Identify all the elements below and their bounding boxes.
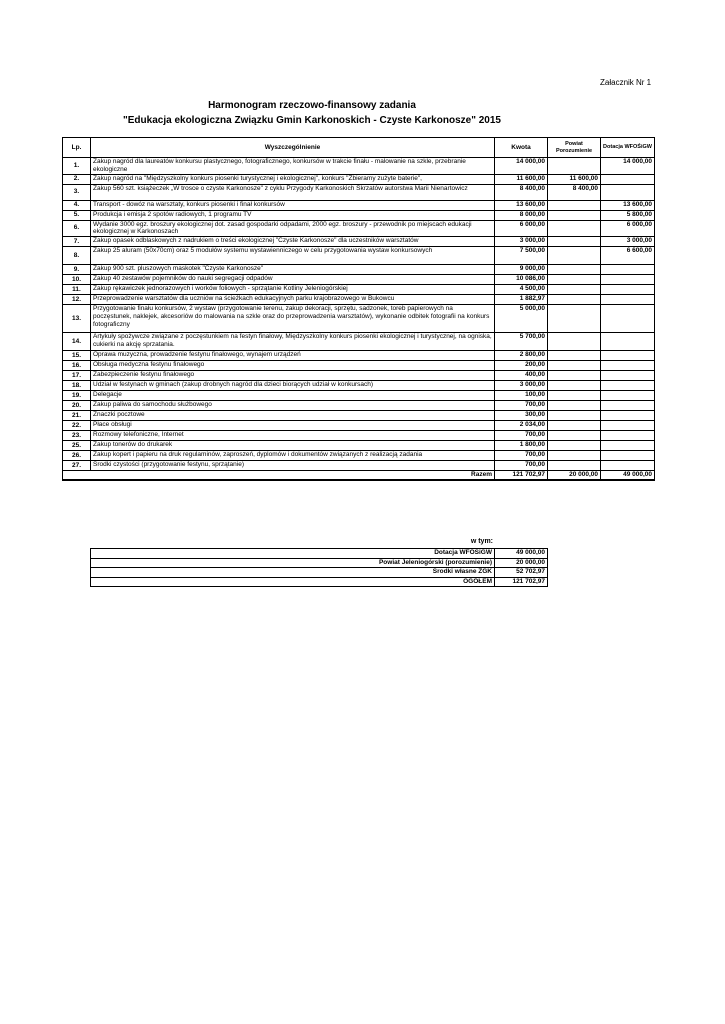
row-description: Zakup 900 szt. pluszowych maskotek "Czyste Karkonosze": [91, 265, 495, 275]
row-description: Delegacje: [91, 391, 495, 401]
row-dotacja: [601, 391, 655, 401]
row-amount: 10 086,00: [495, 275, 548, 285]
row-powiat: [548, 431, 601, 441]
row-powiat: [548, 333, 601, 351]
summary-label: Dotacja WFOŚiGW: [91, 549, 495, 559]
table-row: [63, 247, 655, 265]
totals-row: [63, 471, 655, 480]
table-row: [63, 285, 655, 295]
row-description: Przygotowanie finału konkursów, 2 wystaw (przygotowanie terenu, zakup dekoracji, sprzętu, sadzonek, toreb papierowych na poczęstunek, naklejek, akcesoriów do malowania na szkle oraz do przeprowadzenia warsztatów), wykonanie odbitek fotografii na konkurs fotograficzny: [91, 305, 495, 333]
row-powiat: [548, 305, 601, 333]
row-description: Zakup paliwa do samochodu służbowego: [91, 401, 495, 411]
row-amount: 400,00: [495, 371, 548, 381]
row-amount: 2 800,00: [495, 351, 548, 361]
table-row: [63, 411, 655, 421]
row-description: Płace obsługi: [91, 421, 495, 431]
row-description: Wydanie 3000 egz. broszury ekologicznej dot. zasad gospodarki odpadami, 2000 egz. broszury - przewodnik po miejscach edukacji ekologicznej w Karkonoszach: [91, 220, 495, 237]
header-powiat: Powiat Porozumienie: [548, 138, 601, 158]
row-number: 14.: [63, 333, 91, 351]
row-amount: 1 882,97: [495, 295, 548, 305]
row-amount: 100,00: [495, 391, 548, 401]
row-dotacja: [601, 184, 655, 200]
header-dotacja: Dotacja WFOŚiGW: [601, 138, 655, 158]
row-powiat: [548, 381, 601, 391]
row-dotacja: [601, 431, 655, 441]
w-tym-label: w tym:: [470, 538, 493, 545]
table-row: [63, 265, 655, 275]
row-powiat: [548, 200, 601, 210]
summary-value: 20 000,00: [495, 558, 548, 568]
row-powiat: 8 400,00: [548, 184, 601, 200]
row-number: 12.: [63, 295, 91, 305]
row-number: 1.: [63, 158, 91, 175]
row-amount: 1 800,00: [495, 441, 548, 451]
row-dotacja: [601, 401, 655, 411]
table-row: [63, 200, 655, 210]
row-powiat: [548, 461, 601, 471]
summary-row: [91, 568, 548, 578]
totals-dotacja: 49 000,00: [601, 471, 655, 480]
table-row: [63, 351, 655, 361]
row-number: 8.: [63, 247, 91, 265]
row-description: Zakup tonerów do drukarek: [91, 441, 495, 451]
row-powiat: [548, 361, 601, 371]
summary-row: [91, 577, 548, 587]
row-number: 20.: [63, 401, 91, 411]
table-row: [63, 431, 655, 441]
row-number: 3.: [63, 184, 91, 200]
table-row: [63, 333, 655, 351]
row-description: Zakup rękawiczek jednorazowych i worków foliowych - sprzątanie Kotliny Jeleniogórskiej: [91, 285, 495, 295]
schedule-rows: [63, 158, 655, 471]
row-description: Zakup nagród dla laureatów konkursu plastycznego, fotograficznego, konkursów w trakcie finału - malowanie na szkle, przebranie ekologiczne: [91, 158, 495, 175]
row-amount: 11 600,00: [495, 174, 548, 184]
row-amount: 700,00: [495, 451, 548, 461]
header-amount: Kwota: [495, 138, 548, 158]
row-number: 26.: [63, 451, 91, 461]
row-number: 2.: [63, 174, 91, 184]
row-description: Produkcja i emisja 2 spotów radiowych, 1 programu TV: [91, 210, 495, 220]
row-amount: 14 000,00: [495, 158, 548, 175]
row-number: 4.: [63, 200, 91, 210]
row-amount: 8 400,00: [495, 184, 548, 200]
row-dotacja: [601, 333, 655, 351]
row-powiat: [548, 441, 601, 451]
row-powiat: [548, 158, 601, 175]
row-description: Transport - dowóz na warsztaty, konkurs piosenki i finał konkursów: [91, 200, 495, 210]
summary-row: [91, 558, 548, 568]
row-amount: 3 000,00: [495, 237, 548, 247]
row-number: 25.: [63, 441, 91, 451]
row-description: Obsługa medyczna festynu finałowego: [91, 361, 495, 371]
table-row: [63, 305, 655, 333]
table-row: [63, 184, 655, 200]
row-dotacja: [601, 295, 655, 305]
row-amount: 700,00: [495, 431, 548, 441]
table-row: [63, 237, 655, 247]
row-dotacja: [601, 351, 655, 361]
row-number: 15.: [63, 351, 91, 361]
row-dotacja: [601, 285, 655, 295]
row-dotacja: [601, 371, 655, 381]
table-row: [63, 361, 655, 371]
row-powiat: [548, 275, 601, 285]
totals-label: Razem: [63, 471, 495, 480]
row-amount: 13 600,00: [495, 200, 548, 210]
row-amount: 6 000,00: [495, 220, 548, 237]
row-amount: 4 500,00: [495, 285, 548, 295]
row-powiat: [548, 391, 601, 401]
row-amount: 8 000,00: [495, 210, 548, 220]
row-dotacja: 6 000,00: [601, 220, 655, 237]
row-powiat: [548, 247, 601, 265]
row-number: 18.: [63, 381, 91, 391]
row-powiat: [548, 401, 601, 411]
row-powiat: [548, 411, 601, 421]
row-description: Oprawa muzyczna, prowadzenie festynu finałowego, wynajem urządzeń: [91, 351, 495, 361]
row-dotacja: [601, 441, 655, 451]
row-number: 23.: [63, 431, 91, 441]
row-powiat: [548, 220, 601, 237]
row-dotacja: [601, 451, 655, 461]
summary-table: [90, 548, 548, 587]
summary-value: 121 702,97: [495, 577, 548, 587]
row-amount: 5 000,00: [495, 305, 548, 333]
table-row: [63, 401, 655, 411]
row-powiat: [548, 265, 601, 275]
summary-row: [91, 549, 548, 559]
row-number: 7.: [63, 237, 91, 247]
row-number: 11.: [63, 285, 91, 295]
row-number: 17.: [63, 371, 91, 381]
row-amount: 9 000,00: [495, 265, 548, 275]
table-row: [63, 174, 655, 184]
row-powiat: [548, 451, 601, 461]
row-amount: 7 500,00: [495, 247, 548, 265]
row-description: Znaczki pocztowe: [91, 411, 495, 421]
annex-label: Załacznik Nr 1: [600, 78, 652, 87]
row-description: Zakup opasek odblaskowych z nadrukiem o treści ekologicznej "Czyste Karkonosze" dla uczestników warsztatów: [91, 237, 495, 247]
row-dotacja: [601, 305, 655, 333]
row-powiat: [548, 351, 601, 361]
document-title: Harmonogram rzeczowo-finansowy zadania: [208, 100, 416, 111]
row-dotacja: [601, 361, 655, 371]
table-row: [63, 220, 655, 237]
row-amount: 700,00: [495, 461, 548, 471]
summary-value: 52 702,97: [495, 568, 548, 578]
row-number: 22.: [63, 421, 91, 431]
totals-amount: 121 702,97: [495, 471, 548, 480]
table-row: [63, 275, 655, 285]
row-number: 21.: [63, 411, 91, 421]
row-dotacja: 13 600,00: [601, 200, 655, 210]
totals-powiat: 20 000,00: [548, 471, 601, 480]
table-row: [63, 381, 655, 391]
row-description: Zakup 40 zestawów pojemników do nauki segregacji odpadów: [91, 275, 495, 285]
row-description: Udział w festynach w gminach (zakup drobnych nagród dla dzieci biorących udział w konkursach): [91, 381, 495, 391]
row-amount: 2 034,00: [495, 421, 548, 431]
row-powiat: [548, 421, 601, 431]
row-powiat: [548, 371, 601, 381]
row-number: 9.: [63, 265, 91, 275]
table-row: [63, 461, 655, 471]
row-dotacja: [601, 275, 655, 285]
row-amount: 5 700,00: [495, 333, 548, 351]
row-dotacja: 3 000,00: [601, 237, 655, 247]
row-powiat: [548, 285, 601, 295]
row-description: Przeprowadzenie warsztatów dla uczniów na ścieżkach edukacyjnych parku krajobrazowego w Bukowcu: [91, 295, 495, 305]
row-number: 16.: [63, 361, 91, 371]
row-powiat: [548, 295, 601, 305]
row-amount: 3 000,00: [495, 381, 548, 391]
table-row: [63, 158, 655, 175]
row-number: 5.: [63, 210, 91, 220]
header-description: Wyszczególnienie: [91, 138, 495, 158]
row-number: 10.: [63, 275, 91, 285]
row-description: Zakup 25 aluram (50x70cm) oraz 5 modułów systemu wystawienniczego w celu przygotowania wystaw konkursowych: [91, 247, 495, 265]
row-description: Zakup nagród na "Międzyszkolny konkurs piosenki turystycznej i ekologicznej", konkurs "Zbieramy zużyte baterie",: [91, 174, 495, 184]
schedule-table: [62, 137, 655, 481]
row-powiat: [548, 237, 601, 247]
header-lp: Lp.: [63, 138, 91, 158]
document-subtitle: "Edukacja ekologiczna Związku Gmin Karkonoskich - Czyste Karkonosze" 2015: [123, 115, 501, 126]
row-dotacja: 14 000,00: [601, 158, 655, 175]
row-dotacja: 6 600,00: [601, 247, 655, 265]
row-powiat: 11 600,00: [548, 174, 601, 184]
row-description: Środki czystości (przygotowanie festynu, sprzątanie): [91, 461, 495, 471]
table-row: [63, 421, 655, 431]
table-row: [63, 391, 655, 401]
row-description: Artykuły spożywcze związane z poczęstunkiem na festyn finałowy, Międzyszkolny konkurs piosenki ekologicznej i turystycznej, na ogniska, cukierki na akcję sprzatania.: [91, 333, 495, 351]
row-description: Rozmowy telefoniczne, Internet: [91, 431, 495, 441]
row-dotacja: [601, 411, 655, 421]
row-description: Zakup 560 szt. książeczek „W trosce o czyste Karkonosze" z cyklu Przygody Karkonoskich Skrzatów autorstwa Marii Nienartowicz: [91, 184, 495, 200]
table-row: [63, 371, 655, 381]
row-dotacja: [601, 421, 655, 431]
row-powiat: [548, 210, 601, 220]
row-amount: 200,00: [495, 361, 548, 371]
row-amount: 700,00: [495, 401, 548, 411]
row-description: Zabezpieczenie festynu finałowego: [91, 371, 495, 381]
row-dotacja: [601, 461, 655, 471]
row-number: 19.: [63, 391, 91, 401]
summary-label: OGÓŁEM: [91, 577, 495, 587]
row-dotacja: [601, 174, 655, 184]
table-row: [63, 441, 655, 451]
row-number: 27.: [63, 461, 91, 471]
row-dotacja: [601, 381, 655, 391]
summary-label: Powiat Jeleniogórski (porozumienie): [91, 558, 495, 568]
row-description: Zakup kopert i papieru na druk regulaminów, zaproszeń, dyplomów i dokumentów związanych z realizacją zadania: [91, 451, 495, 461]
table-row: [63, 451, 655, 461]
summary-value: 49 000,00: [495, 549, 548, 559]
table-row: [63, 295, 655, 305]
table-row: [63, 210, 655, 220]
row-dotacja: 5 800,00: [601, 210, 655, 220]
summary-label: Środki własne ZGK: [91, 568, 495, 578]
row-dotacja: [601, 265, 655, 275]
row-amount: 300,00: [495, 411, 548, 421]
row-number: 13.: [63, 305, 91, 333]
row-number: 6.: [63, 220, 91, 237]
